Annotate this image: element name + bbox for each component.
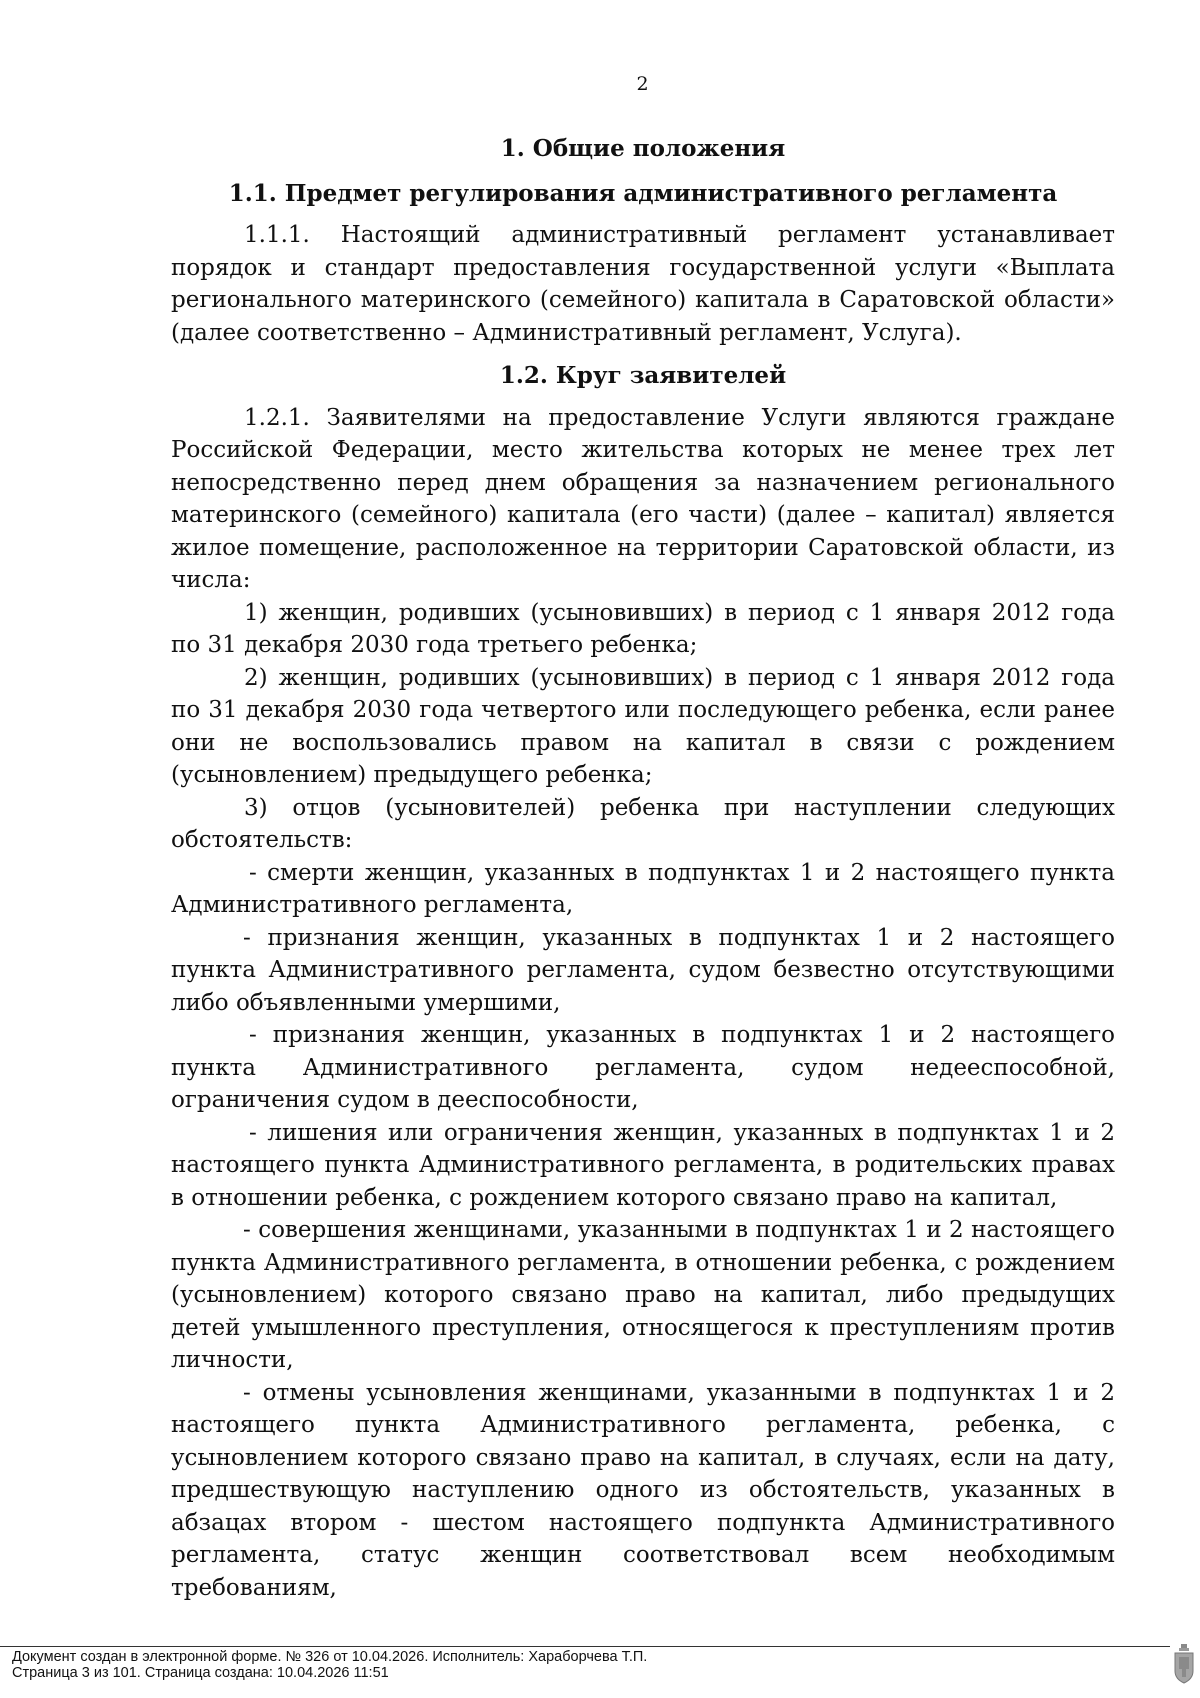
subsection-title-1-1: 1.1. Предмет регулирования административного регламента: [228, 179, 1058, 207]
circumstance-incapacity: - признания женщин, указанных в подпунктах 1 и 2 настоящего пункта Административного регламента, судом недееспособной, ограничения судом в дееспособности,: [171, 1022, 1115, 1113]
footer-divider: [0, 1646, 1170, 1647]
list-item-3: 3) отцов (усыновителей) ребенка при наступлении следующих обстоятельств:: [171, 794, 1115, 853]
circumstance-death: - смерти женщин, указанных в подпунктах 1 и 2 настоящего пункта Административного регламента,: [171, 859, 1115, 918]
footer-line-1: Документ создан в электронной форме. № 326 от 10.04.2026. Исполнитель: Хараборчева Т.П.: [12, 1649, 648, 1665]
paragraph-1-1-1: 1.1.1. Настоящий административный регламент устанавливает порядок и стандарт предоставления государственной услуги «Выплата регионального материнского (семейного) капитала в Саратовской области» (далее соответственно – Административный регламент, Услуга).: [171, 222, 1115, 346]
page-number: 2: [636, 73, 649, 95]
section-title: 1. Общие положения: [500, 135, 786, 162]
list-item-2: 2) женщин, родивших (усыновивших) в период с 1 января 2012 года по 31 декабря 2030 года четвертого или последующего ребенка, если ранее они не воспользовались правом на капитал в связи с рождением (усыновлением) предыдущего ребенка;: [171, 664, 1115, 788]
circumstance-missing: - признания женщин, указанных в подпунктах 1 и 2 настоящего пункта Административного регламента, судом безвестно отсутствующими либо объявленными умершими,: [171, 924, 1115, 1016]
paragraph-1-2-1: 1.2.1. Заявителями на предоставление Услуги являются граждане Российской Федерации, место жительства которых не менее трех лет непосредственно перед днем обращения за назначением регионального материнского (семейного) капитала (его части) (далее – капитал) является жилое помещение, расположенное на территории Саратовской области, из числа:: [171, 404, 1115, 593]
coat-of-arms-icon: [1172, 1643, 1196, 1685]
document-footer: [0, 1643, 1200, 1698]
footer-info: [12, 1649, 647, 1681]
list-item-1: 1) женщин, родивших (усыновивших) в период с 1 января 2012 года по 31 декабря 2030 года третьего ребенка;: [171, 599, 1115, 658]
circumstance-crime: - совершения женщинами, указанными в подпунктах 1 и 2 настоящего пункта Административного регламента, в отношении ребенка, с рождением (усыновлением) которого связано право на капитал, либо предыдущих детей умышленного преступления, относящегося к преступлениям против личности,: [171, 1217, 1115, 1373]
circumstance-deprivation: - лишения или ограничения женщин, указанных в подпунктах 1 и 2 настоящего пункта Административного регламента, в родительских правах в отношении ребенка, с рождением которого связано право на капитал,: [171, 1119, 1115, 1211]
document-body: [171, 133, 1115, 1604]
circumstance-adoption-cancel: - отмены усыновления женщинами, указанными в подпунктах 1 и 2 настоящего пункта Административного регламента, ребенка, с усыновлением которого связано право на капитал, в случаях, если на дату, предшествующую наступлению одного из обстоятельств, указанных в абзацах втором - шестом настоящего подпункта Административного регламента, статус женщин соответствовал всем необходимым требованиям,: [171, 1379, 1115, 1601]
footer-line-2: Страница 3 из 101. Страница создана: 10.04.2026 11:51: [12, 1665, 389, 1681]
subsection-title-1-2: 1.2. Круг заявителей: [499, 362, 787, 389]
